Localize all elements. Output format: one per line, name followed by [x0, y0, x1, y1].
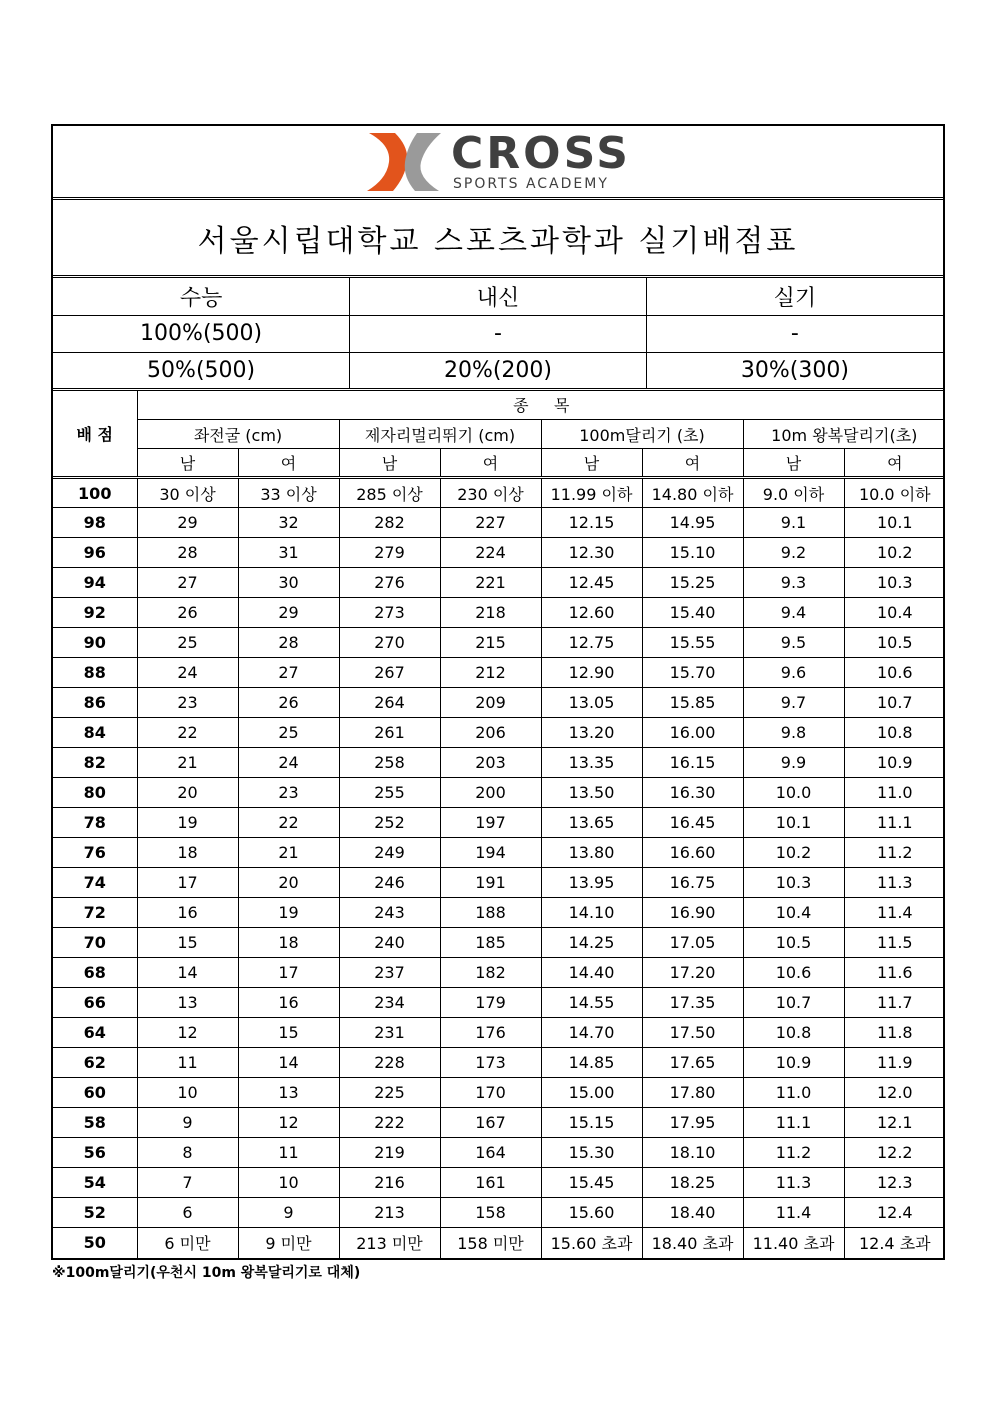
- value-cell: 285 이상: [339, 478, 440, 508]
- value-cell: 203: [440, 748, 541, 778]
- gender-header: 남: [743, 449, 844, 478]
- gender-header: 여: [844, 449, 945, 478]
- value-cell: 158: [440, 1198, 541, 1228]
- value-cell: 13.50: [541, 778, 642, 808]
- value-cell: 9.5: [743, 628, 844, 658]
- value-cell: 10.4: [743, 898, 844, 928]
- summary-cell: -: [646, 315, 943, 352]
- gender-header: 남: [541, 449, 642, 478]
- value-cell: 15: [238, 1018, 339, 1048]
- value-cell: 11.4: [844, 898, 945, 928]
- value-cell: 18.10: [642, 1138, 743, 1168]
- value-cell: 11.99 이하: [541, 478, 642, 508]
- summary-cell: 50%(500): [53, 352, 350, 389]
- value-cell: 9.3: [743, 568, 844, 598]
- value-cell: 17: [137, 868, 238, 898]
- score-cell: 74: [53, 868, 137, 898]
- gender-header: 여: [642, 449, 743, 478]
- table-row: [53, 1048, 945, 1078]
- value-cell: 18.40 초과: [642, 1228, 743, 1258]
- score-cell: 96: [53, 538, 137, 568]
- score-cell: 82: [53, 748, 137, 778]
- value-cell: 222: [339, 1108, 440, 1138]
- value-cell: 10.3: [844, 568, 945, 598]
- value-cell: 240: [339, 928, 440, 958]
- value-cell: 15.25: [642, 568, 743, 598]
- value-cell: 276: [339, 568, 440, 598]
- gender-header: 남: [339, 449, 440, 478]
- value-cell: 12.0: [844, 1078, 945, 1108]
- title-area: [53, 200, 943, 278]
- table-row: [53, 658, 945, 688]
- value-cell: 200: [440, 778, 541, 808]
- score-cell: 78: [53, 808, 137, 838]
- value-cell: 10.7: [743, 988, 844, 1018]
- score-cell: 100: [53, 478, 137, 508]
- value-cell: 10: [137, 1078, 238, 1108]
- score-cell: 58: [53, 1108, 137, 1138]
- value-cell: 10.6: [743, 958, 844, 988]
- score-cell: 56: [53, 1138, 137, 1168]
- value-cell: 9.6: [743, 658, 844, 688]
- value-cell: 9.7: [743, 688, 844, 718]
- value-cell: 12.75: [541, 628, 642, 658]
- value-cell: 10.5: [844, 628, 945, 658]
- value-cell: 191: [440, 868, 541, 898]
- value-cell: 12.3: [844, 1168, 945, 1198]
- cross-logo: [365, 127, 631, 193]
- summary-header: 내신: [350, 278, 647, 315]
- value-cell: 15.45: [541, 1168, 642, 1198]
- value-cell: 225: [339, 1078, 440, 1108]
- value-cell: 279: [339, 538, 440, 568]
- value-cell: 258: [339, 748, 440, 778]
- value-cell: 182: [440, 958, 541, 988]
- score-sheet: [51, 124, 945, 1260]
- value-cell: 216: [339, 1168, 440, 1198]
- value-cell: 249: [339, 838, 440, 868]
- value-cell: 16.45: [642, 808, 743, 838]
- summary-cell: 20%(200): [350, 352, 647, 389]
- value-cell: 15.55: [642, 628, 743, 658]
- value-cell: 17.65: [642, 1048, 743, 1078]
- value-cell: 246: [339, 868, 440, 898]
- value-cell: 9.2: [743, 538, 844, 568]
- table-row: [53, 628, 945, 658]
- value-cell: 12.1: [844, 1108, 945, 1138]
- value-cell: 14.85: [541, 1048, 642, 1078]
- score-cell: 62: [53, 1048, 137, 1078]
- value-cell: 12.60: [541, 598, 642, 628]
- summary-cell: 30%(300): [646, 352, 943, 389]
- table-row: [53, 538, 945, 568]
- value-cell: 11.5: [844, 928, 945, 958]
- event-header: 100m달리기 (초): [541, 420, 743, 449]
- value-cell: 10.1: [844, 508, 945, 538]
- score-cell: 54: [53, 1168, 137, 1198]
- value-cell: 209: [440, 688, 541, 718]
- value-cell: 11.9: [844, 1048, 945, 1078]
- score-cell: 86: [53, 688, 137, 718]
- value-cell: 18: [238, 928, 339, 958]
- value-cell: 10.7: [844, 688, 945, 718]
- value-cell: 10.4: [844, 598, 945, 628]
- value-cell: 14: [238, 1048, 339, 1078]
- value-cell: 11.3: [844, 868, 945, 898]
- value-cell: 18.40: [642, 1198, 743, 1228]
- table-row: [53, 778, 945, 808]
- table-row: [53, 508, 945, 538]
- table-row: [53, 598, 945, 628]
- value-cell: 11.3: [743, 1168, 844, 1198]
- value-cell: 11.1: [743, 1108, 844, 1138]
- value-cell: 167: [440, 1108, 541, 1138]
- table-row: [53, 1108, 945, 1138]
- value-cell: 10.3: [743, 868, 844, 898]
- value-cell: 16.15: [642, 748, 743, 778]
- value-cell: 10.8: [844, 718, 945, 748]
- value-cell: 29: [238, 598, 339, 628]
- value-cell: 13.35: [541, 748, 642, 778]
- value-cell: 6 미만: [137, 1228, 238, 1258]
- table-row: [53, 688, 945, 718]
- value-cell: 17: [238, 958, 339, 988]
- value-cell: 11.2: [743, 1138, 844, 1168]
- value-cell: 28: [238, 628, 339, 658]
- value-cell: 18.25: [642, 1168, 743, 1198]
- value-cell: 12: [238, 1108, 339, 1138]
- table-row: [53, 928, 945, 958]
- score-cell: 70: [53, 928, 137, 958]
- logo-subtitle: SPORTS ACADEMY: [453, 175, 609, 192]
- score-table: [53, 391, 945, 1258]
- value-cell: 13.95: [541, 868, 642, 898]
- value-cell: 234: [339, 988, 440, 1018]
- footnote: ※100m달리기(우천시 10m 왕복달리기로 대체): [52, 1265, 361, 1281]
- value-cell: 14.10: [541, 898, 642, 928]
- value-cell: 14.55: [541, 988, 642, 1018]
- value-cell: 17.20: [642, 958, 743, 988]
- value-cell: 15: [137, 928, 238, 958]
- table-row: [53, 568, 945, 598]
- value-cell: 231: [339, 1018, 440, 1048]
- value-cell: 8: [137, 1138, 238, 1168]
- value-cell: 19: [137, 808, 238, 838]
- value-cell: 21: [137, 748, 238, 778]
- value-cell: 15.10: [642, 538, 743, 568]
- score-cell: 76: [53, 838, 137, 868]
- value-cell: 11.7: [844, 988, 945, 1018]
- value-cell: 13: [137, 988, 238, 1018]
- value-cell: 215: [440, 628, 541, 658]
- value-cell: 267: [339, 658, 440, 688]
- value-cell: 12.30: [541, 538, 642, 568]
- value-cell: 12.2: [844, 1138, 945, 1168]
- table-row: [53, 1138, 945, 1168]
- value-cell: 11.1: [844, 808, 945, 838]
- value-cell: 15.00: [541, 1078, 642, 1108]
- value-cell: 23: [137, 688, 238, 718]
- summary-header: 실기: [646, 278, 943, 315]
- value-cell: 31: [238, 538, 339, 568]
- value-cell: 212: [440, 658, 541, 688]
- value-cell: 213 미만: [339, 1228, 440, 1258]
- value-cell: 10.6: [844, 658, 945, 688]
- value-cell: 224: [440, 538, 541, 568]
- value-cell: 9.9: [743, 748, 844, 778]
- value-cell: 228: [339, 1048, 440, 1078]
- score-header: 배 점: [53, 391, 137, 478]
- value-cell: 243: [339, 898, 440, 928]
- value-cell: 9.1: [743, 508, 844, 538]
- value-cell: 17.80: [642, 1078, 743, 1108]
- value-cell: 164: [440, 1138, 541, 1168]
- value-cell: 10.2: [844, 538, 945, 568]
- value-cell: 16.60: [642, 838, 743, 868]
- value-cell: 16: [137, 898, 238, 928]
- summary-cell: 100%(500): [53, 315, 350, 352]
- value-cell: 17.95: [642, 1108, 743, 1138]
- value-cell: 9.0 이하: [743, 478, 844, 508]
- value-cell: 21: [238, 838, 339, 868]
- logo-header: [53, 126, 943, 200]
- value-cell: 6: [137, 1198, 238, 1228]
- value-cell: 227: [440, 508, 541, 538]
- value-cell: 10.5: [743, 928, 844, 958]
- value-cell: 26: [137, 598, 238, 628]
- value-cell: 13.80: [541, 838, 642, 868]
- value-cell: 213: [339, 1198, 440, 1228]
- value-cell: 15.70: [642, 658, 743, 688]
- value-cell: 10.1: [743, 808, 844, 838]
- value-cell: 9: [137, 1108, 238, 1138]
- table-row: [53, 898, 945, 928]
- value-cell: 24: [238, 748, 339, 778]
- table-row: [53, 958, 945, 988]
- value-cell: 17.35: [642, 988, 743, 1018]
- value-cell: 10.0: [743, 778, 844, 808]
- value-cell: 22: [238, 808, 339, 838]
- value-cell: 12.15: [541, 508, 642, 538]
- value-cell: 32: [238, 508, 339, 538]
- score-cell: 88: [53, 658, 137, 688]
- value-cell: 197: [440, 808, 541, 838]
- value-cell: 28: [137, 538, 238, 568]
- value-cell: 22: [137, 718, 238, 748]
- value-cell: 188: [440, 898, 541, 928]
- value-cell: 14.40: [541, 958, 642, 988]
- value-cell: 13.05: [541, 688, 642, 718]
- value-cell: 13: [238, 1078, 339, 1108]
- value-cell: 14.95: [642, 508, 743, 538]
- value-cell: 16: [238, 988, 339, 1018]
- score-cell: 64: [53, 1018, 137, 1048]
- value-cell: 10.0 이하: [844, 478, 945, 508]
- value-cell: 10: [238, 1168, 339, 1198]
- value-cell: 185: [440, 928, 541, 958]
- value-cell: 9.8: [743, 718, 844, 748]
- summary-cell: -: [350, 315, 647, 352]
- value-cell: 15.60: [541, 1198, 642, 1228]
- score-cell: 60: [53, 1078, 137, 1108]
- value-cell: 10.2: [743, 838, 844, 868]
- table-row: [53, 1228, 945, 1258]
- value-cell: 15.15: [541, 1108, 642, 1138]
- value-cell: 20: [238, 868, 339, 898]
- value-cell: 11.0: [743, 1078, 844, 1108]
- value-cell: 218: [440, 598, 541, 628]
- table-row: [53, 1168, 945, 1198]
- value-cell: 13.20: [541, 718, 642, 748]
- value-cell: 19: [238, 898, 339, 928]
- value-cell: 16.00: [642, 718, 743, 748]
- value-cell: 264: [339, 688, 440, 718]
- value-cell: 17.05: [642, 928, 743, 958]
- value-cell: 11.2: [844, 838, 945, 868]
- score-cell: 68: [53, 958, 137, 988]
- table-row: [53, 1078, 945, 1108]
- value-cell: 14: [137, 958, 238, 988]
- value-cell: 12.4: [844, 1198, 945, 1228]
- table-row: [53, 1198, 945, 1228]
- value-cell: 15.60 초과: [541, 1228, 642, 1258]
- value-cell: 7: [137, 1168, 238, 1198]
- table-row: [53, 718, 945, 748]
- value-cell: 13.65: [541, 808, 642, 838]
- value-cell: 29: [137, 508, 238, 538]
- value-cell: 14.80 이하: [642, 478, 743, 508]
- value-cell: 12.4 초과: [844, 1228, 945, 1258]
- value-cell: 24: [137, 658, 238, 688]
- value-cell: 18: [137, 838, 238, 868]
- score-cell: 90: [53, 628, 137, 658]
- gender-header: 남: [137, 449, 238, 478]
- event-header: 좌전굴 (cm): [137, 420, 339, 449]
- value-cell: 30 이상: [137, 478, 238, 508]
- value-cell: 11: [137, 1048, 238, 1078]
- value-cell: 11.8: [844, 1018, 945, 1048]
- value-cell: 12: [137, 1018, 238, 1048]
- value-cell: 23: [238, 778, 339, 808]
- table-row: [53, 988, 945, 1018]
- value-cell: 158 미만: [440, 1228, 541, 1258]
- value-cell: 219: [339, 1138, 440, 1168]
- value-cell: 176: [440, 1018, 541, 1048]
- score-cell: 98: [53, 508, 137, 538]
- value-cell: 12.90: [541, 658, 642, 688]
- gender-header: 여: [238, 449, 339, 478]
- score-cell: 72: [53, 898, 137, 928]
- value-cell: 270: [339, 628, 440, 658]
- value-cell: 221: [440, 568, 541, 598]
- value-cell: 9.4: [743, 598, 844, 628]
- value-cell: 17.50: [642, 1018, 743, 1048]
- gender-header: 여: [440, 449, 541, 478]
- score-cell: 94: [53, 568, 137, 598]
- value-cell: 252: [339, 808, 440, 838]
- value-cell: 27: [238, 658, 339, 688]
- value-cell: 173: [440, 1048, 541, 1078]
- table-row: [53, 478, 945, 508]
- value-cell: 206: [440, 718, 541, 748]
- table-row: [53, 838, 945, 868]
- value-cell: 10.9: [844, 748, 945, 778]
- value-cell: 15.40: [642, 598, 743, 628]
- value-cell: 9 미만: [238, 1228, 339, 1258]
- summary-header: 수능: [53, 278, 350, 315]
- value-cell: 14.25: [541, 928, 642, 958]
- value-cell: 12.45: [541, 568, 642, 598]
- value-cell: 237: [339, 958, 440, 988]
- score-cell: 92: [53, 598, 137, 628]
- table-row: [53, 1018, 945, 1048]
- value-cell: 25: [137, 628, 238, 658]
- events-header: 종 목: [137, 391, 945, 420]
- value-cell: 261: [339, 718, 440, 748]
- value-cell: 255: [339, 778, 440, 808]
- value-cell: 16.30: [642, 778, 743, 808]
- value-cell: 11: [238, 1138, 339, 1168]
- value-cell: 9: [238, 1198, 339, 1228]
- value-cell: 25: [238, 718, 339, 748]
- value-cell: 33 이상: [238, 478, 339, 508]
- value-cell: 15.30: [541, 1138, 642, 1168]
- value-cell: 170: [440, 1078, 541, 1108]
- value-cell: 161: [440, 1168, 541, 1198]
- event-header: 10m 왕복달리기(초): [743, 420, 945, 449]
- value-cell: 15.85: [642, 688, 743, 718]
- value-cell: 273: [339, 598, 440, 628]
- value-cell: 194: [440, 838, 541, 868]
- value-cell: 179: [440, 988, 541, 1018]
- table-row: [53, 808, 945, 838]
- event-header: 제자리멀리뛰기 (cm): [339, 420, 541, 449]
- score-cell: 52: [53, 1198, 137, 1228]
- value-cell: 14.70: [541, 1018, 642, 1048]
- value-cell: 10.9: [743, 1048, 844, 1078]
- value-cell: 11.40 초과: [743, 1228, 844, 1258]
- value-cell: 20: [137, 778, 238, 808]
- score-cell: 50: [53, 1228, 137, 1258]
- page-title: 서울시립대학교 스포츠과학과 실기배점표: [197, 223, 799, 259]
- value-cell: 11.6: [844, 958, 945, 988]
- value-cell: 282: [339, 508, 440, 538]
- value-cell: 16.90: [642, 898, 743, 928]
- value-cell: 230 이상: [440, 478, 541, 508]
- score-cell: 84: [53, 718, 137, 748]
- score-cell: 80: [53, 778, 137, 808]
- value-cell: 30: [238, 568, 339, 598]
- value-cell: 16.75: [642, 868, 743, 898]
- value-cell: 26: [238, 688, 339, 718]
- cross-x-logo-icon: [365, 131, 445, 193]
- value-cell: 10.8: [743, 1018, 844, 1048]
- table-row: [53, 868, 945, 898]
- table-row: [53, 748, 945, 778]
- score-cell: 66: [53, 988, 137, 1018]
- value-cell: 11.0: [844, 778, 945, 808]
- value-cell: 11.4: [743, 1198, 844, 1228]
- logo-wordmark: CROSS: [451, 127, 631, 179]
- value-cell: 27: [137, 568, 238, 598]
- weight-summary-table: [53, 278, 943, 391]
